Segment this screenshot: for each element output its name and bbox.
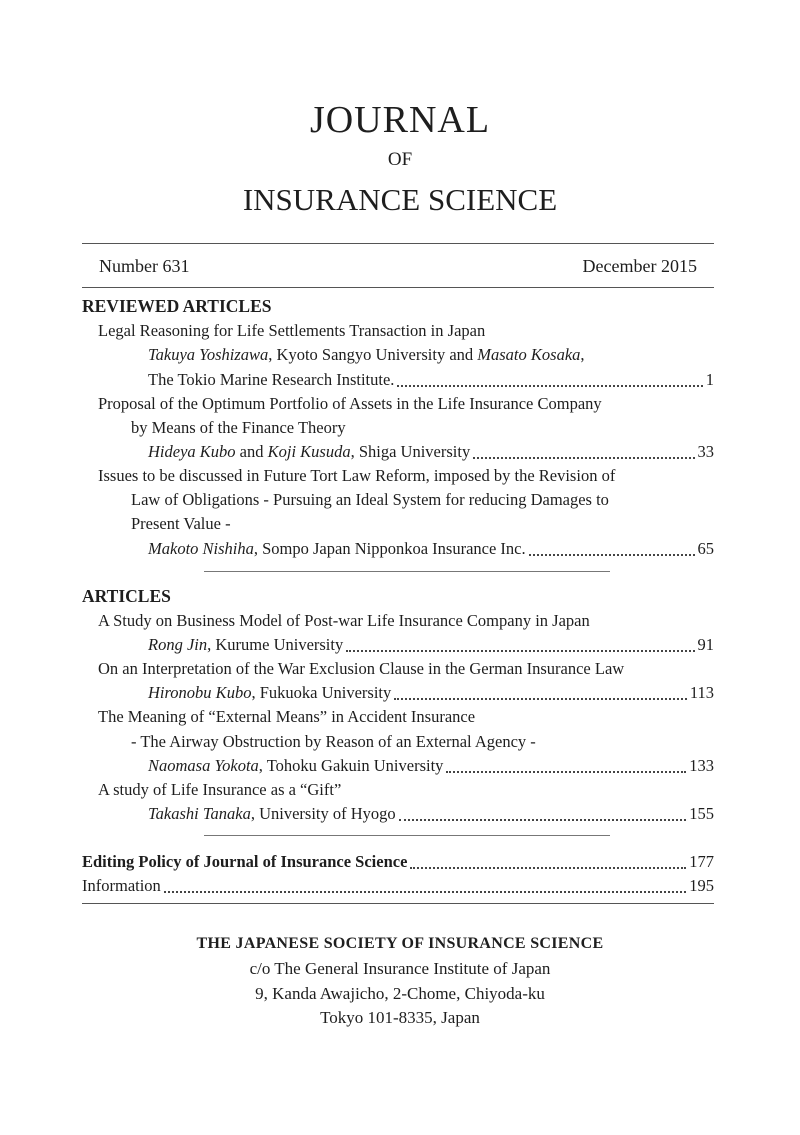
dot-leader (346, 649, 694, 652)
reviewed-article-1-title: Legal Reasoning for Life Settlements Transaction in Japan (98, 321, 486, 340)
reviewed-article-2-entry: Hideya Kubo and Koji Kusuda , Shiga University 33 (148, 440, 714, 464)
article-1-entry: Rong Jin , Kurume University 91 (148, 633, 714, 657)
reviewed-article-2-title: Proposal of the Optimum Portfolio of Assets in the Life Insurance Company (98, 394, 602, 413)
editing-policy-entry: Editing Policy of Journal of Insurance Science 177 (82, 850, 714, 874)
articles-heading: ARTICLES (82, 586, 171, 606)
reviewed-article-1-entry: The Tokio Marine Research Institute. 1 (148, 368, 714, 392)
article-4-title: A study of Life Insurance as a “Gift” (98, 780, 342, 799)
page-number: 65 (697, 539, 714, 558)
author-name: Koji Kusuda (267, 442, 351, 461)
reviewed-article-3-title: Issues to be discussed in Future Tort Law Reform, imposed by the Revision of (98, 466, 616, 485)
journal-subtitle: INSURANCE SCIENCE (242, 182, 558, 217)
author-name: Makoto Nishiha (148, 539, 254, 558)
dot-leader (473, 456, 694, 459)
reviewed-articles-heading: REVIEWED ARTICLES (82, 296, 272, 316)
issue-number: Number 631 (99, 256, 190, 276)
information-entry: Information 195 (82, 874, 714, 898)
reviewed-article-3-title-cont: Law of Obligations - Pursuing an Ideal System for reducing Damages to (131, 490, 609, 509)
author-name: Takuya Yoshizawa (148, 345, 269, 364)
article-3-title: The Meaning of “External Means” in Accident Insurance (98, 707, 476, 726)
society-address-line-2: 9, Kanda Awajicho, 2-Chome, Chiyoda-ku (255, 984, 545, 1003)
author-name: Hironobu Kubo (148, 683, 252, 702)
article-2-entry: Hironobu Kubo , Fukuoka University 113 (148, 681, 714, 705)
author-name: Masato Kosaka (477, 345, 581, 364)
page-number: 133 (689, 756, 714, 775)
reviewed-article-3-entry: Makoto Nishiha , Sompo Japan Nipponkoa Insurance Inc. 65 (148, 537, 714, 561)
author-name: Takashi Tanaka (148, 804, 251, 823)
article-3-title-cont: - The Airway Obstruction by Reason of an External Agency - (131, 732, 536, 751)
dot-leader (410, 866, 686, 869)
article-2-title: On an Interpretation of the War Exclusion Clause in the German Insurance Law (98, 659, 625, 678)
article-4-entry: Takashi Tanaka , University of Hyogo 155 (148, 802, 714, 826)
article-3-entry: Naomasa Yokota , Tohoku Gakuin University 133 (148, 754, 714, 778)
society-name: THE JAPANESE SOCIETY OF INSURANCE SCIENCE (196, 935, 604, 952)
page-number: 1 (705, 370, 714, 389)
dot-leader (394, 697, 687, 700)
dot-leader (446, 770, 686, 773)
society-address-line-3: Tokyo 101-8335, Japan (320, 1008, 480, 1027)
society-address-line-1: c/o The General Insurance Institute of Japan (249, 959, 551, 978)
top-divider (82, 243, 714, 244)
journal-title: JOURNAL (309, 99, 491, 141)
author-name: Naomasa Yokota (148, 756, 259, 775)
page-number: 177 (689, 852, 714, 871)
issue-date: December 2015 (582, 256, 697, 276)
journal-title-of: OF (387, 149, 413, 170)
page-number: 91 (697, 635, 714, 654)
section-divider (204, 835, 610, 836)
bottom-divider (82, 903, 714, 904)
reviewed-article-3-title-cont: Present Value - (131, 514, 231, 533)
page-number: 113 (689, 683, 714, 702)
author-name: Rong Jin (148, 635, 208, 654)
reviewed-article-1-authors: Takuya Yoshizawa , Kyoto Sangyo University and Masato Kosaka , (148, 343, 585, 367)
dot-leader (399, 818, 687, 821)
page-number: 33 (697, 442, 714, 461)
dot-leader (397, 384, 702, 387)
dot-leader (164, 890, 686, 893)
page-number: 195 (689, 876, 714, 895)
section-divider (204, 571, 610, 572)
header-divider (82, 287, 714, 288)
reviewed-article-2-title-cont: by Means of the Finance Theory (131, 418, 346, 437)
page-number: 155 (689, 804, 714, 823)
article-1-title: A Study on Business Model of Post-war Life Insurance Company in Japan (98, 611, 590, 630)
author-name: Hideya Kubo (148, 442, 236, 461)
dot-leader (529, 553, 695, 556)
